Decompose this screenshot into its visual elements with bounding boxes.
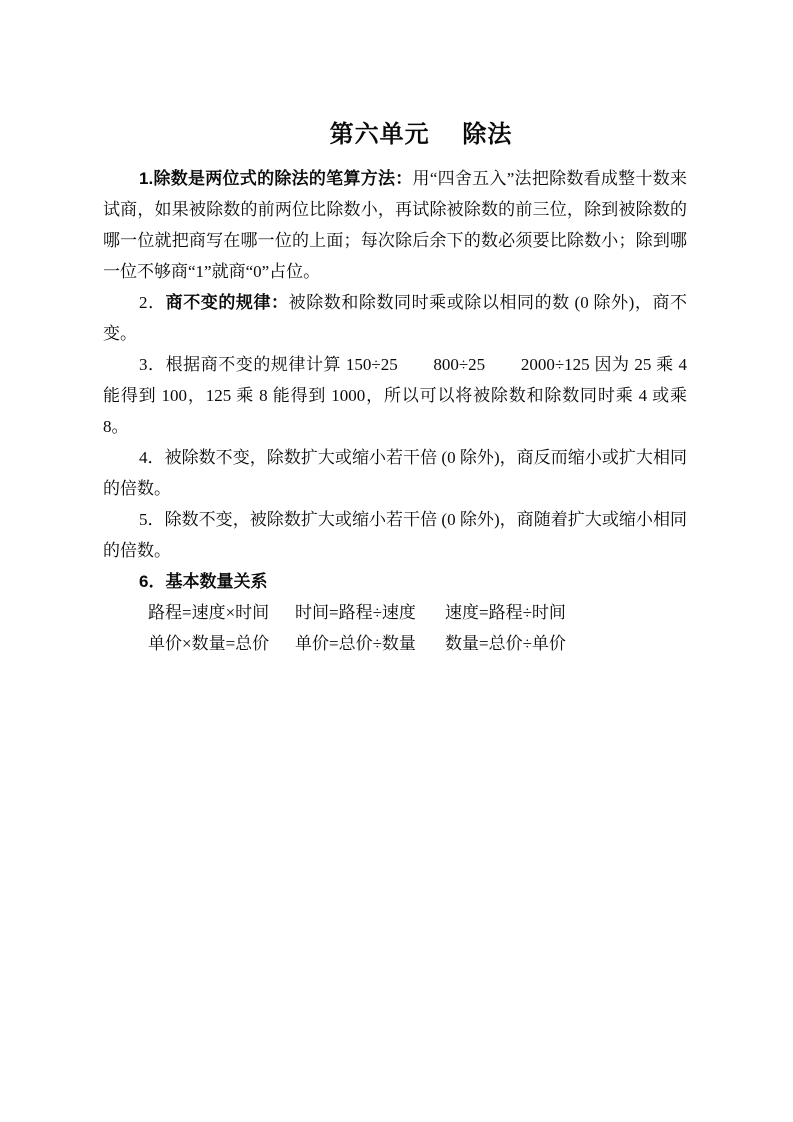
formula-time: 时间=路程÷速度 <box>295 603 416 622</box>
formula-quantity: 数量=总价÷单价 <box>445 634 566 653</box>
formula-total-price: 单价×数量=总价 <box>148 634 270 653</box>
formula-row-price <box>148 628 687 659</box>
page-title: 第六单元 除法 <box>329 121 513 148</box>
section-6-heading: 6．基本数量关系 <box>139 572 268 591</box>
formula-unit-price: 单价=总价÷数量 <box>295 634 416 653</box>
paragraph-2-lead: 商不变的规律： <box>165 293 289 312</box>
formula-distance: 路程=速度×时间 <box>148 603 270 622</box>
paragraph-4-dividend-unchanged-rule: 4．被除数不变，除数扩大或缩小若干倍 (0 除外)，商反而缩小或扩大相同的倍数。 <box>103 448 687 498</box>
formula-row-distance <box>148 597 687 628</box>
paragraph-5-divisor-unchanged-rule: 5．除数不变，被除数扩大或缩小若干倍 (0 除外)，商随着扩大或缩小相同的倍数。 <box>103 510 687 560</box>
document-content <box>103 120 687 659</box>
paragraph-1-lead: 1.除数是两位式的除法的笔算方法： <box>139 169 413 188</box>
paragraph-2-body: 被除数和除数同时乘或除以相同的数 (0 除外)，商不变。 <box>103 293 688 343</box>
paragraph-2-number: 2． <box>139 293 166 312</box>
paragraph-1-division-written-method <box>103 163 687 287</box>
paragraph-3-rule-application-examples: 3．根据商不变的规律计算 150÷25 800÷25 2000÷125 因为 25 乘 4 能得到 100，125 乘 8 能得到 1000，所以可以将被除数和除数同时乘 4 或乘 8。 <box>103 355 687 436</box>
formula-speed: 速度=路程÷时间 <box>445 603 566 622</box>
paragraph-2-quotient-invariance-rule <box>103 287 687 349</box>
paragraph-1-body: 用“四舍五入”法把除数看成整十数来试商，如果被除数的前两位比除数小，再试除被除数的前三位，除到被除数的哪一位就把商写在哪一位的上面；每次除后余下的数必须要比除数小；除到哪一位不够商“1”就商“0”占位。 <box>103 169 687 281</box>
